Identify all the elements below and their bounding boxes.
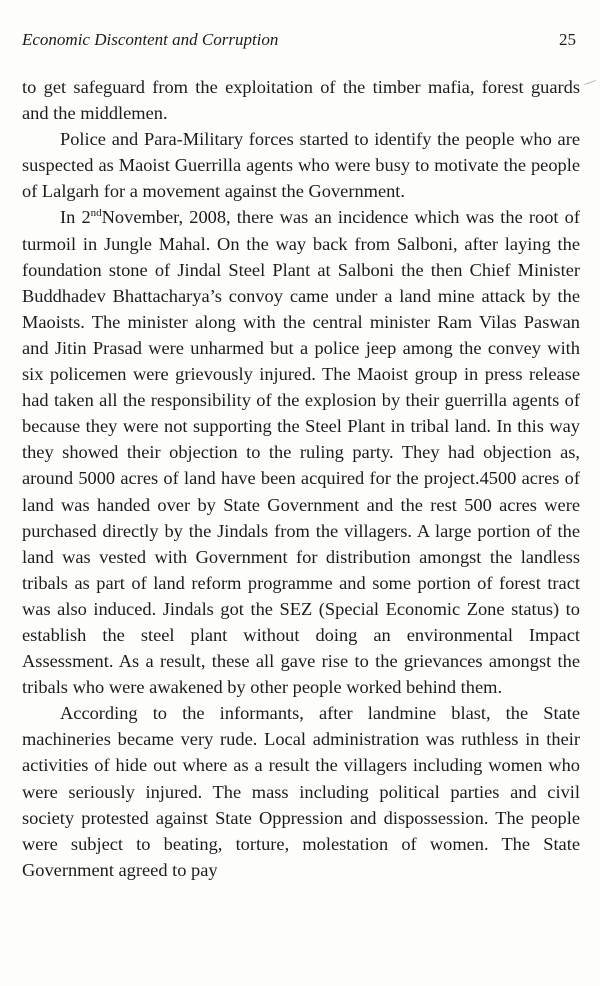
paragraph-2: Police and Para-Military forces started to identify the people who are suspected as Maoist Guerrilla agents who were busy to motivate the people of Lalgarh for a movement against the Government. (22, 129, 580, 202)
page-number: 25 (559, 30, 576, 49)
margin-mark (584, 80, 596, 85)
paragraph-3 (22, 204, 580, 700)
body-text (22, 74, 580, 883)
paragraph-3-rest: November, 2008, there was an incidence which was the root of turmoil in Jungle Mahal. On the way back from Salboni, after laying the foundation stone of Jindal Steel Plant at Salboni the then Chief Minister Buddhadev Bhattacharya’s convoy came under a land mine attack by the Maoists. The minister along with the central minister Ram Vilas Paswan and Jitin Prasad were unharmed but a police jeep among the convey with six policemen were grievously injured. The Maoist group in press release had taken all the responsibility of the explosion by their guerrilla agents of because they were not supporting the Steel Plant in tribal land. In this way they showed their objection to the ruling party. They had objection as, around 5000 acres of land have been acquired for the project.4500 acres of land was handed over by State Government and the rest 500 acres were purchased directly by the Jindals from the villagers. A large portion of the land was vested with Government for distribution amongst the landless tribals as part of land reform programme and some portion of forest tract was also induced. Jindals got the SEZ (Special Economic Zone status) to establish the steel plant without doing an environmental Impact Assessment. As a result, these all gave rise to the grievances amongst the tribals who were awakened by other people worked behind them. (22, 207, 580, 698)
running-header (22, 30, 578, 54)
paragraph-4: According to the informants, after landmine blast, the State machineries became very rude. Local administration was ruthless in their activities of hide out where as a result the villagers including women who were seriously injured. The mass including political parties and civil society protested against State Oppression and dispossession. The people were subject to beating, torture, molestation of women. The State Government agreed to pay (22, 703, 580, 880)
chapter-title: Economic Discontent and Corruption (22, 30, 279, 49)
paragraph-3-lead: In 2 (60, 207, 91, 228)
paragraph-1: to get safeguard from the exploitation of the timber mafia, forest guards and the middlemen. (22, 77, 580, 124)
ordinal-suffix: nd (90, 207, 102, 220)
